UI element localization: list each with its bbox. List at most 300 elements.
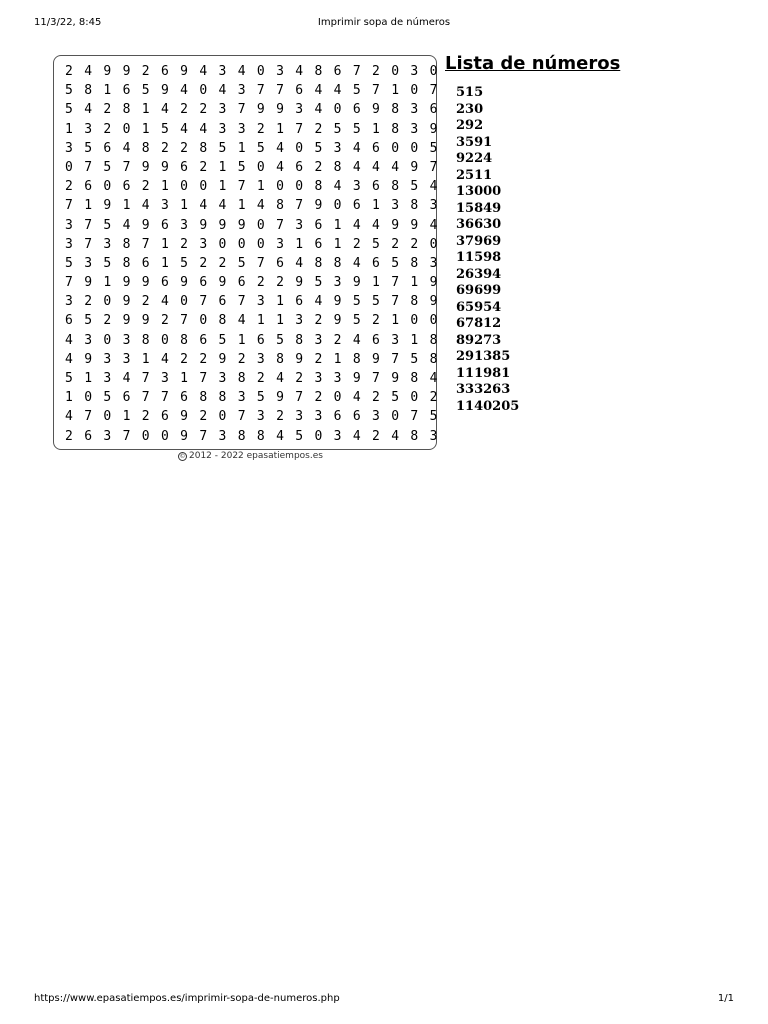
grid-cell: 1 — [84, 371, 93, 386]
grid-cell: 8 — [391, 179, 400, 195]
grid-cell: 0 — [199, 179, 208, 195]
grid-cell: 0 — [103, 332, 112, 348]
grid-cell: 7 — [141, 371, 150, 386]
grid-cell: 7 — [276, 83, 284, 99]
grid-cell: 0 — [141, 428, 150, 444]
grid-cell: 2 — [199, 351, 208, 367]
grid-cell: 2 — [180, 236, 188, 252]
grid-cell: 1 — [372, 275, 380, 291]
grid-cell: 8 — [122, 255, 131, 271]
grid-cell: 8 — [180, 332, 188, 348]
number-list-item: 292 — [456, 118, 484, 133]
grid-cell: 5 — [314, 275, 323, 291]
grid-cell: 3 — [84, 121, 93, 137]
grid-cell: 3 — [103, 371, 112, 386]
grid-cell: 3 — [429, 255, 438, 271]
grid-cell: 6 — [122, 390, 131, 406]
grid-cell: 4 — [218, 83, 227, 99]
grid-cell: 7 — [295, 121, 304, 137]
grid-cell: 1 — [333, 236, 342, 252]
grid-cell: 2 — [199, 159, 208, 175]
grid-cell: 2 — [180, 140, 188, 156]
grid-cell: 0 — [314, 428, 323, 444]
grid-cell: 3 — [295, 102, 304, 118]
grid-cell: 6 — [333, 64, 342, 79]
grid-cell: 5 — [295, 428, 304, 444]
grid-cell: 7 — [295, 198, 304, 214]
grid-cell: 1 — [276, 121, 284, 137]
grid-cell: 6 — [180, 390, 188, 406]
grid-cell: 3 — [391, 198, 400, 214]
grid-cell: 6 — [372, 179, 380, 195]
grid-cell: 2 — [314, 351, 323, 367]
grid-cell: 8 — [410, 198, 419, 214]
grid-cell: 8 — [314, 179, 323, 195]
grid-cell: 9 — [237, 217, 246, 233]
print-datetime: 11/3/22, 8:45 — [34, 17, 102, 28]
grid-cell: 9 — [391, 371, 400, 386]
grid-cell: 9 — [160, 83, 169, 99]
grid-cell: 4 — [276, 371, 284, 386]
grid-cell: 7 — [237, 102, 246, 118]
grid-cell: 7 — [276, 217, 284, 233]
grid-cell: 4 — [218, 198, 227, 214]
grid-cell: 7 — [237, 179, 246, 195]
grid-cell: 1 — [295, 236, 304, 252]
grid-cell: 9 — [160, 159, 169, 175]
grid-cell: 6 — [180, 159, 188, 175]
grid-cell: 1 — [276, 294, 284, 310]
grid-cell: 9 — [218, 217, 227, 233]
grid-cell: 5 — [372, 236, 380, 252]
grid-cell: 2 — [314, 390, 323, 406]
grid-cell: 0 — [237, 236, 246, 252]
grid-cell: 3 — [295, 313, 304, 329]
grid-cell: 4 — [65, 351, 73, 367]
grid-cell: 1 — [410, 332, 419, 348]
grid-cell: 5 — [103, 159, 112, 175]
grid-cell: 7 — [122, 159, 131, 175]
grid-cell: 1 — [410, 275, 419, 291]
grid-cell: 8 — [410, 428, 419, 444]
number-list-item: 9224 — [456, 151, 493, 166]
grid-cell: 4 — [84, 102, 93, 118]
grid-cell: 8 — [333, 159, 342, 175]
grid-cell: 1 — [122, 198, 131, 214]
grid-cell: 3 — [429, 428, 438, 444]
grid-cell: 2 — [218, 255, 227, 271]
grid-cell: 9 — [352, 275, 361, 291]
grid-cell: 8 — [218, 390, 227, 406]
grid-cell: 6 — [103, 140, 112, 156]
grid-cell: 0 — [410, 83, 419, 99]
grid-cell: 6 — [352, 409, 361, 425]
grid-cell: 0 — [65, 159, 73, 175]
grid-cell: 3 — [410, 102, 419, 118]
grid-cell: 6 — [295, 294, 304, 310]
grid-cell: 5 — [84, 140, 93, 156]
number-list-item: 65954 — [456, 299, 502, 315]
grid-cell: 4 — [391, 159, 400, 175]
grid-cell: 1 — [103, 83, 112, 99]
grid-cell: 4 — [352, 332, 361, 348]
grid-cell: 9 — [141, 159, 150, 175]
grid-cell: 8 — [237, 371, 246, 386]
grid-cell: 5 — [84, 313, 93, 329]
number-list-item: 111981 — [456, 365, 511, 381]
grid-cell: 6 — [352, 198, 361, 214]
grid-cell: 6 — [160, 217, 169, 233]
grid-cell: 4 — [122, 371, 131, 386]
grid-cell: 9 — [141, 313, 150, 329]
grid-cell: 3 — [372, 409, 380, 425]
grid-cell: 0 — [295, 140, 304, 156]
grid-cell: 9 — [429, 275, 438, 291]
grid-cell: 4 — [429, 179, 438, 195]
grid-cell: 6 — [276, 255, 284, 271]
grid-cell: 6 — [372, 140, 380, 156]
number-list-item: 26394 — [456, 266, 502, 282]
grid-cell: 1 — [237, 332, 246, 348]
grid-cell: 4 — [333, 179, 342, 195]
grid-cell: 0 — [410, 140, 419, 156]
grid-cell: 3 — [237, 390, 246, 406]
grid-cell: 3 — [218, 371, 227, 386]
grid-cell: 0 — [103, 179, 112, 195]
grid-cell: 2 — [84, 294, 93, 310]
grid-cell: 3 — [276, 236, 284, 252]
number-list-item: 36630 — [456, 217, 502, 232]
grid-cell: 7 — [84, 236, 93, 252]
grid-cell: 9 — [103, 64, 112, 79]
grid-cell: 0 — [256, 159, 265, 175]
grid-cell: 7 — [84, 159, 93, 175]
grid-cell: 5 — [352, 83, 361, 99]
grid-cell: 5 — [65, 371, 73, 386]
grid-cell: 7 — [410, 409, 419, 425]
grid-cell: 2 — [103, 121, 112, 137]
grid-cell: 0 — [256, 217, 265, 233]
grid-cell: 4 — [314, 102, 323, 118]
grid-cell: 6 — [84, 428, 93, 444]
grid-cell: 1 — [372, 121, 380, 137]
grid-cell: 7 — [84, 409, 93, 425]
grid-cell: 4 — [65, 409, 73, 425]
grid-cell: 4 — [122, 140, 131, 156]
grid-cell: 1 — [122, 409, 131, 425]
grid-cell: 4 — [352, 159, 361, 175]
grid-cell: 8 — [333, 255, 342, 271]
grid-cell: 4 — [429, 371, 438, 386]
grid-cell: 5 — [256, 390, 265, 406]
grid-cell: 9 — [84, 351, 93, 367]
grid-cell: 8 — [276, 198, 284, 214]
copyright-notice — [178, 451, 323, 461]
grid-cell: 4 — [391, 428, 400, 444]
grid-cell: 6 — [160, 64, 169, 79]
grid-cell: 3 — [391, 332, 400, 348]
grid-cell: 4 — [237, 64, 246, 79]
grid-cell: 0 — [103, 294, 112, 310]
grid-cell: 8 — [122, 236, 131, 252]
grid-cell: 6 — [199, 332, 208, 348]
grid-cell: 2 — [314, 121, 323, 137]
grid-cell: 1 — [141, 121, 150, 137]
grid-cell: 4 — [160, 102, 169, 118]
grid-cell: 7 — [141, 390, 150, 406]
grid-cell: 4 — [65, 332, 73, 348]
grid-cell: 3 — [65, 236, 73, 252]
grid-cell: 2 — [180, 102, 188, 118]
grid-cell: 9 — [276, 102, 284, 118]
grid-cell: 8 — [256, 428, 265, 444]
grid-cell: 1 — [276, 313, 284, 329]
number-list-item: 67812 — [456, 316, 502, 331]
grid-cell: 6 — [333, 409, 342, 425]
grid-cell: 3 — [333, 428, 342, 444]
grid-cell: 9 — [333, 294, 342, 310]
grid-cell: 4 — [84, 64, 93, 79]
grid-cell: 3 — [314, 409, 323, 425]
grid-cell: 9 — [295, 275, 304, 291]
grid-cell: 9 — [410, 217, 419, 233]
grid-cell: 6 — [218, 294, 227, 310]
grid-cell: 0 — [429, 236, 438, 252]
grid-cell: 1 — [141, 102, 150, 118]
grid-cell: 0 — [103, 409, 112, 425]
grid-cell: 3 — [256, 294, 265, 310]
grid-cell: 8 — [237, 428, 246, 444]
grid-cell: 1 — [391, 83, 400, 99]
grid-cell: 8 — [429, 332, 438, 348]
grid-cell: 4 — [372, 217, 380, 233]
grid-cell: 3 — [122, 351, 131, 367]
number-list-item: 333263 — [456, 382, 511, 397]
grid-cell: 1 — [160, 179, 169, 195]
page-number: 1/1 — [717, 993, 734, 1004]
grid-cell: 5 — [410, 179, 419, 195]
grid-cell: 5 — [65, 255, 73, 271]
grid-cell: 2 — [429, 390, 438, 406]
grid-cell: 4 — [372, 159, 380, 175]
grid-cell: 4 — [256, 198, 265, 214]
grid-cell: 3 — [333, 140, 342, 156]
grid-cell: 3 — [352, 179, 361, 195]
grid-cell: 4 — [333, 83, 342, 99]
grid-cell: 4 — [295, 64, 304, 79]
grid-cell: 4 — [352, 390, 361, 406]
grid-cell: 2 — [410, 236, 419, 252]
grid-cell: 6 — [141, 255, 150, 271]
grid-cell: 1 — [160, 236, 169, 252]
grid-cell: 5 — [256, 140, 265, 156]
grid-cell: 1 — [84, 198, 93, 214]
grid-cell: 2 — [103, 313, 112, 329]
number-list-item: 2511 — [456, 167, 493, 183]
grid-cell: 4 — [352, 255, 361, 271]
grid-cell: 6 — [160, 409, 169, 425]
grid-cell: 4 — [160, 294, 169, 310]
number-list-item: 3591 — [456, 134, 493, 150]
grid-cell: 3 — [333, 275, 342, 291]
grid-cell: 5 — [65, 102, 73, 118]
grid-cell: 7 — [122, 428, 131, 444]
grid-cell: 9 — [180, 64, 188, 79]
grid-cell: 7 — [429, 83, 438, 99]
number-list-title: Lista de números — [445, 53, 621, 74]
copyright-text: 2012 - 2022 epasatiempos.es — [189, 451, 323, 461]
grid-cell: 8 — [141, 140, 150, 156]
grid-cell: 5 — [333, 121, 342, 137]
grid-cell: 2 — [256, 121, 265, 137]
grid-cell: 3 — [84, 332, 93, 348]
grid-cell: 4 — [180, 83, 188, 99]
grid-cell: 9 — [84, 275, 93, 291]
grid-cell: 2 — [276, 275, 284, 291]
grid-cell: 6 — [122, 179, 131, 195]
grid-cell: 3 — [276, 64, 284, 79]
grid-cell: 2 — [199, 255, 208, 271]
grid-cell: 9 — [429, 121, 438, 137]
grid-cell: 2 — [256, 371, 265, 386]
grid-cell: 5 — [218, 140, 227, 156]
grid-cell: 9 — [352, 371, 361, 386]
grid-cell: 6 — [160, 275, 169, 291]
grid-cell: 5 — [141, 83, 150, 99]
grid-cell: 3 — [295, 409, 304, 425]
number-list-item: 1140205 — [456, 398, 520, 414]
grid-cell: 2 — [141, 294, 150, 310]
grid-cell: 5 — [160, 121, 169, 137]
copyright-icon: © — [179, 452, 186, 460]
grid-cell: 0 — [199, 313, 208, 329]
grid-cell: 2 — [65, 64, 73, 79]
grid-cell: 7 — [256, 255, 265, 271]
grid-cell: 8 — [218, 313, 227, 329]
grid-cell: 7 — [256, 83, 265, 99]
grid-cell: 8 — [391, 102, 400, 118]
grid-cell: 4 — [352, 217, 361, 233]
grid-cell: 9 — [122, 275, 131, 291]
grid-cell: 9 — [141, 217, 150, 233]
grid-cell: 0 — [84, 390, 93, 406]
print-page-title: Imprimir sopa de números — [317, 17, 451, 28]
grid-cell: 2 — [180, 351, 188, 367]
grid-cell: 7 — [237, 294, 246, 310]
grid-cell: 8 — [314, 255, 323, 271]
grid-cell: 4 — [276, 428, 284, 444]
grid-cell: 3 — [103, 351, 112, 367]
grid-cell: 2 — [199, 409, 208, 425]
grid-cell: 0 — [410, 313, 419, 329]
grid-cell: 4 — [180, 121, 188, 137]
grid-cell: 0 — [391, 140, 400, 156]
grid-cell: 0 — [180, 294, 188, 310]
number-list-item: 37969 — [456, 233, 502, 249]
grid-cell: 4 — [122, 217, 131, 233]
grid-cell: 7 — [391, 275, 400, 291]
grid-cell: 8 — [199, 140, 208, 156]
grid-cell: 0 — [256, 236, 265, 252]
grid-cell: 9 — [372, 102, 380, 118]
grid-cell: 2 — [141, 64, 150, 79]
grid-cell: 6 — [84, 179, 93, 195]
grid-cell: 5 — [180, 255, 188, 271]
grid-cell: 1 — [256, 313, 265, 329]
number-search-grid-frame — [53, 55, 437, 450]
number-list-item: 515 — [456, 85, 484, 100]
grid-cell: 1 — [256, 179, 265, 195]
grid-cell: 6 — [295, 83, 304, 99]
grid-cell: 4 — [199, 64, 208, 79]
grid-cell: 3 — [84, 255, 93, 271]
grid-cell: 3 — [122, 332, 131, 348]
grid-cell: 1 — [160, 255, 169, 271]
grid-cell: 5 — [352, 121, 361, 137]
grid-cell: 6 — [314, 236, 323, 252]
grid-cell: 7 — [372, 371, 380, 386]
grid-cell: 7 — [84, 217, 93, 233]
number-list — [456, 85, 519, 415]
grid-cell: 0 — [391, 64, 400, 79]
grid-cell: 9 — [256, 102, 265, 118]
grid-cell: 9 — [122, 313, 131, 329]
grid-cell: 8 — [352, 351, 361, 367]
grid-cell: 2 — [372, 428, 380, 444]
grid-cell: 0 — [429, 64, 438, 79]
grid-cell: 1 — [141, 351, 150, 367]
grid-cell: 6 — [65, 313, 73, 329]
grid-cell: 5 — [429, 409, 438, 425]
grid-cell: 4 — [276, 159, 284, 175]
grid-cell: 2 — [295, 371, 304, 386]
grid-cell: 7 — [391, 351, 400, 367]
grid-cell: 7 — [199, 294, 208, 310]
grid-cell: 1 — [218, 179, 227, 195]
grid-cell: 6 — [122, 83, 131, 99]
grid-cell: 4 — [352, 428, 361, 444]
grid-cell: 6 — [237, 275, 246, 291]
grid-cell: 9 — [103, 198, 112, 214]
grid-cell: 2 — [391, 236, 400, 252]
grid-cell: 2 — [141, 179, 150, 195]
grid-cell: 9 — [429, 294, 438, 310]
grid-cell: 9 — [122, 294, 131, 310]
grid-cell: 5 — [391, 255, 400, 271]
grid-cell: 5 — [276, 332, 284, 348]
grid-cell: 4 — [199, 121, 208, 137]
grid-cell: 9 — [199, 217, 208, 233]
grid-cell: 2 — [256, 275, 265, 291]
grid-cell: 5 — [314, 140, 323, 156]
grid-cell: 6 — [372, 332, 380, 348]
grid-cell: 3 — [314, 332, 323, 348]
grid-cell: 4 — [295, 255, 304, 271]
grid-cell: 7 — [237, 409, 246, 425]
grid-cell: 2 — [314, 313, 323, 329]
page-url: https://www.epasatiempos.es/imprimir-sopa-de-numeros.php — [34, 993, 340, 1004]
grid-cell: 5 — [103, 390, 112, 406]
grid-cell: 8 — [429, 351, 438, 367]
grid-cell: 2 — [372, 313, 380, 329]
grid-cell: 6 — [295, 159, 304, 175]
grid-cell: 5 — [372, 294, 380, 310]
grid-cell: 9 — [372, 351, 380, 367]
grid-cell: 9 — [180, 275, 188, 291]
grid-cell: 8 — [410, 371, 419, 386]
grid-cell: 2 — [65, 179, 73, 195]
grid-cell: 8 — [141, 332, 150, 348]
